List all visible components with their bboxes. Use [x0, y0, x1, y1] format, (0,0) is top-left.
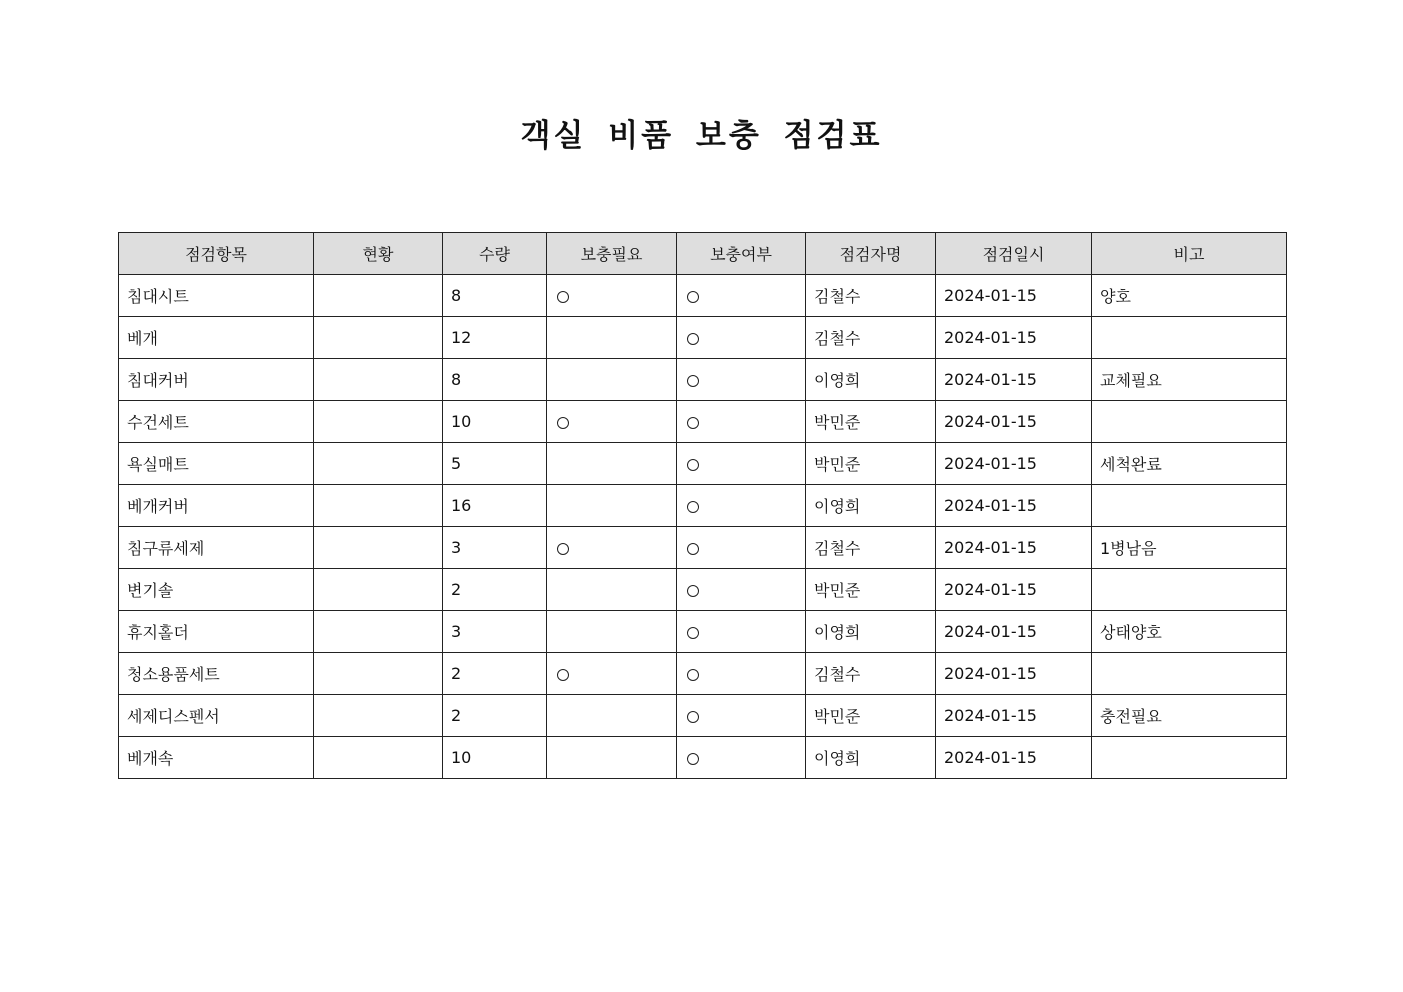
cell-date: 2024-01-15: [936, 275, 1092, 317]
circle-mark-icon: [687, 333, 699, 345]
cell-note: 양호: [1092, 275, 1287, 317]
cell-date: 2024-01-15: [936, 359, 1092, 401]
cell-note: [1092, 317, 1287, 359]
cell-refill-needed: [547, 359, 677, 401]
cell-inspector: 박민준: [806, 443, 936, 485]
cell-note: 충전필요: [1092, 695, 1287, 737]
cell-inspector: 박민준: [806, 401, 936, 443]
cell-refilled: [677, 275, 806, 317]
header-refill-needed: 보충필요: [547, 233, 677, 275]
cell-refilled: [677, 317, 806, 359]
cell-status: [314, 275, 443, 317]
cell-item: 청소용품세트: [119, 653, 314, 695]
cell-inspector: 이영희: [806, 611, 936, 653]
cell-refilled: [677, 737, 806, 779]
cell-item: 베개속: [119, 737, 314, 779]
table-row: [119, 485, 1287, 527]
cell-date: 2024-01-15: [936, 737, 1092, 779]
cell-status: [314, 443, 443, 485]
circle-mark-icon: [687, 543, 699, 555]
cell-item: 욕실매트: [119, 443, 314, 485]
header-item: 점검항목: [119, 233, 314, 275]
cell-quantity: 2: [443, 569, 547, 611]
circle-mark-icon: [557, 543, 569, 555]
cell-refill-needed: [547, 317, 677, 359]
cell-refill-needed: [547, 485, 677, 527]
circle-mark-icon: [687, 459, 699, 471]
cell-refilled: [677, 485, 806, 527]
cell-date: 2024-01-15: [936, 485, 1092, 527]
cell-quantity: 12: [443, 317, 547, 359]
table-row: [119, 275, 1287, 317]
table-row: [119, 653, 1287, 695]
cell-status: [314, 359, 443, 401]
cell-status: [314, 611, 443, 653]
circle-mark-icon: [557, 417, 569, 429]
cell-status: [314, 737, 443, 779]
cell-refilled: [677, 443, 806, 485]
cell-item: 침대시트: [119, 275, 314, 317]
cell-quantity: 3: [443, 611, 547, 653]
cell-date: 2024-01-15: [936, 695, 1092, 737]
cell-inspector: 김철수: [806, 275, 936, 317]
cell-note: [1092, 569, 1287, 611]
cell-note: 상태양호: [1092, 611, 1287, 653]
table-row: [119, 695, 1287, 737]
cell-note: [1092, 401, 1287, 443]
cell-inspector: 박민준: [806, 569, 936, 611]
circle-mark-icon: [687, 627, 699, 639]
cell-date: 2024-01-15: [936, 569, 1092, 611]
cell-refilled: [677, 653, 806, 695]
cell-refill-needed: [547, 611, 677, 653]
cell-status: [314, 569, 443, 611]
cell-item: 침대커버: [119, 359, 314, 401]
header-inspector: 점검자명: [806, 233, 936, 275]
cell-inspector: 김철수: [806, 653, 936, 695]
cell-refilled: [677, 359, 806, 401]
cell-inspector: 이영희: [806, 485, 936, 527]
cell-item: 변기솔: [119, 569, 314, 611]
supply-checklist-table: [118, 232, 1287, 779]
cell-refill-needed: [547, 695, 677, 737]
circle-mark-icon: [557, 291, 569, 303]
cell-inspector: 이영희: [806, 359, 936, 401]
cell-item: 베개커버: [119, 485, 314, 527]
cell-note: [1092, 485, 1287, 527]
cell-date: 2024-01-15: [936, 527, 1092, 569]
cell-refilled: [677, 401, 806, 443]
cell-refill-needed: [547, 737, 677, 779]
table-body: [119, 275, 1287, 779]
cell-note: [1092, 737, 1287, 779]
cell-inspector: 박민준: [806, 695, 936, 737]
cell-date: 2024-01-15: [936, 653, 1092, 695]
table-row: [119, 527, 1287, 569]
cell-status: [314, 695, 443, 737]
cell-refilled: [677, 611, 806, 653]
cell-status: [314, 401, 443, 443]
cell-inspector: 이영희: [806, 737, 936, 779]
cell-status: [314, 317, 443, 359]
circle-mark-icon: [687, 585, 699, 597]
cell-refill-needed: [547, 401, 677, 443]
table-row: [119, 359, 1287, 401]
circle-mark-icon: [687, 711, 699, 723]
circle-mark-icon: [557, 669, 569, 681]
cell-date: 2024-01-15: [936, 611, 1092, 653]
circle-mark-icon: [687, 753, 699, 765]
cell-note: 세척완료: [1092, 443, 1287, 485]
table-row: [119, 317, 1287, 359]
cell-item: 세제디스펜서: [119, 695, 314, 737]
cell-date: 2024-01-15: [936, 317, 1092, 359]
cell-note: 1병남음: [1092, 527, 1287, 569]
cell-quantity: 5: [443, 443, 547, 485]
cell-status: [314, 485, 443, 527]
circle-mark-icon: [687, 669, 699, 681]
cell-quantity: 16: [443, 485, 547, 527]
header-refilled: 보충여부: [677, 233, 806, 275]
cell-quantity: 10: [443, 401, 547, 443]
cell-refill-needed: [547, 653, 677, 695]
cell-item: 수건세트: [119, 401, 314, 443]
cell-refilled: [677, 527, 806, 569]
cell-item: 침구류세제: [119, 527, 314, 569]
table-row: [119, 611, 1287, 653]
cell-quantity: 8: [443, 275, 547, 317]
cell-quantity: 10: [443, 737, 547, 779]
circle-mark-icon: [687, 501, 699, 513]
cell-refill-needed: [547, 527, 677, 569]
cell-item: 베개: [119, 317, 314, 359]
cell-date: 2024-01-15: [936, 443, 1092, 485]
cell-refilled: [677, 569, 806, 611]
cell-refill-needed: [547, 275, 677, 317]
header-date: 점검일시: [936, 233, 1092, 275]
cell-item: 휴지홀더: [119, 611, 314, 653]
table-row: [119, 569, 1287, 611]
table-row: [119, 443, 1287, 485]
cell-status: [314, 527, 443, 569]
circle-mark-icon: [687, 417, 699, 429]
header-note: 비고: [1092, 233, 1287, 275]
page-title: 객실 비품 보충 점검표: [520, 118, 883, 154]
cell-quantity: 8: [443, 359, 547, 401]
cell-inspector: 김철수: [806, 527, 936, 569]
cell-quantity: 3: [443, 527, 547, 569]
table-header-row: [119, 233, 1287, 275]
cell-refill-needed: [547, 569, 677, 611]
cell-quantity: 2: [443, 653, 547, 695]
circle-mark-icon: [687, 291, 699, 303]
cell-refilled: [677, 695, 806, 737]
cell-quantity: 2: [443, 695, 547, 737]
table-row: [119, 401, 1287, 443]
header-status: 현황: [314, 233, 443, 275]
cell-note: [1092, 653, 1287, 695]
header-quantity: 수량: [443, 233, 547, 275]
cell-refill-needed: [547, 443, 677, 485]
circle-mark-icon: [687, 375, 699, 387]
cell-inspector: 김철수: [806, 317, 936, 359]
cell-status: [314, 653, 443, 695]
cell-date: 2024-01-15: [936, 401, 1092, 443]
cell-note: 교체필요: [1092, 359, 1287, 401]
table-row: [119, 737, 1287, 779]
